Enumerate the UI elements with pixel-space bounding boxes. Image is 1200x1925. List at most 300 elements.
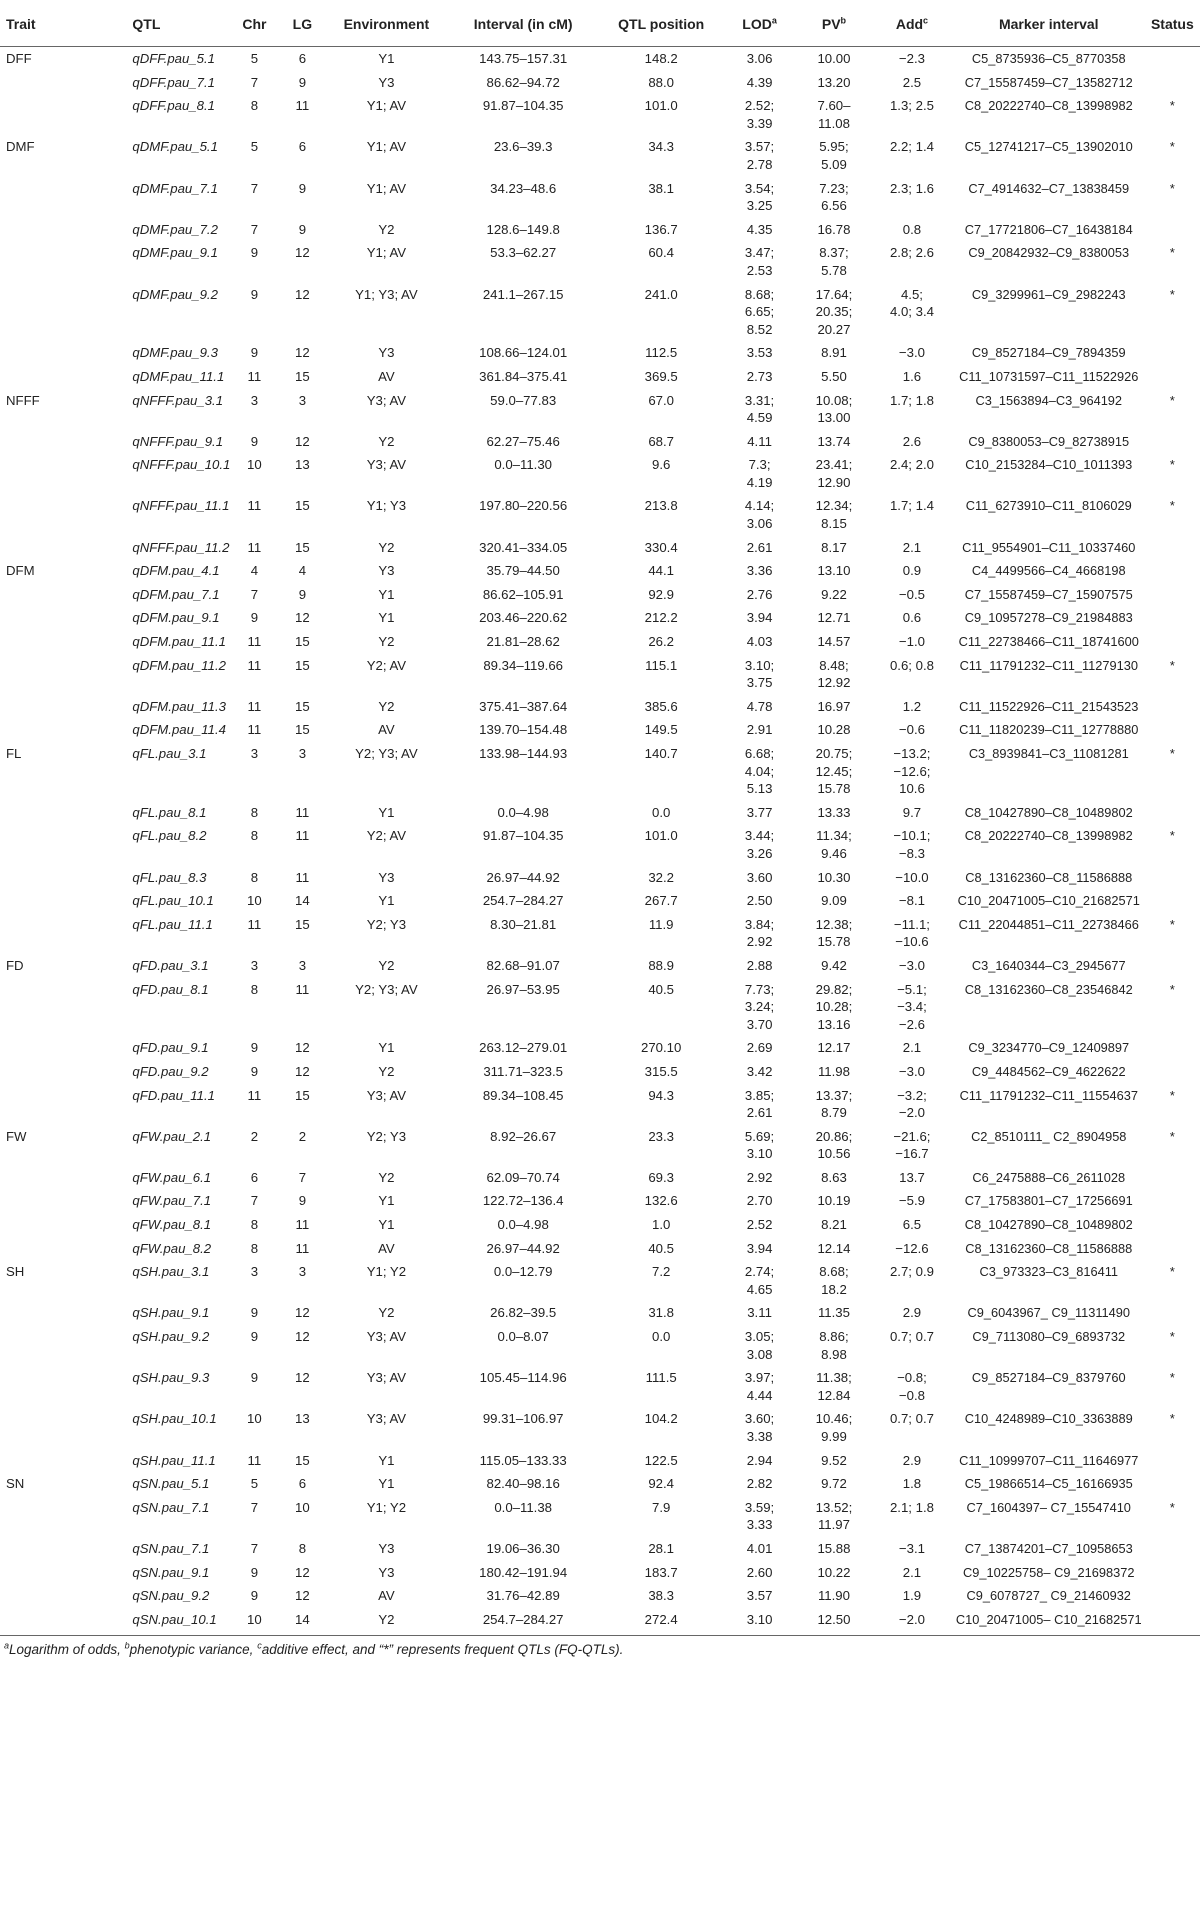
additive-effect-cell [871,1449,953,1473]
linkage-group-cell: 9 [298,180,307,196]
interval-cell: 122.72–136.4 [482,1193,564,1209]
marker-interval-cell: C5_19866514–C5_16166935 [964,1476,1133,1492]
qtl-position-cell: 94.3 [648,1087,675,1103]
lod-cell [722,430,796,454]
status-cell [1145,695,1200,719]
cell-line: −5.9 [898,1193,925,1209]
trait-cell [0,94,62,135]
additive-effect-cell [871,430,953,454]
environment-cell: Y1 [378,1476,395,1492]
chromosome-cell: 7 [250,586,259,602]
cell-line: −3.2; [897,1087,927,1103]
trait-cell [0,1084,62,1125]
footnote-text-b: phenotypic variance, [129,1642,258,1658]
qtl-position-cell: 1.0 [652,1217,671,1233]
pv-cell [797,365,871,389]
qtl-name-cell: qNFFF.pau_9.1 [132,433,224,449]
marker-interval-cell: C11_11791232–C11_11279130 [959,657,1138,673]
chromosome-cell: 9 [250,1040,259,1056]
trait-cell [0,218,62,242]
status-cell [1145,1584,1200,1608]
qtl-name-cell: qSN.pau_10.1 [132,1611,217,1627]
trait-cell [0,494,62,535]
pv-cell [797,1472,871,1496]
interval-cell: 143.75–157.31 [479,51,568,66]
qtl-name-cell: qDFM.pau_4.1 [132,563,220,579]
cell-line: 10.08; [815,392,853,408]
additive-effect-cell [871,801,953,825]
table-row [0,583,1200,607]
marker-interval-cell: C3_973323–C3_816411 [979,1264,1119,1280]
table-row [0,1260,1200,1301]
additive-effect-cell [871,1366,953,1407]
qtl-position-cell: 88.0 [648,74,675,90]
cell-line: 5.13 [746,781,773,797]
linkage-group-cell: 9 [298,586,307,602]
status-cell: * [1169,498,1175,514]
qtl-name-cell: qFL.pau_3.1 [132,746,207,761]
qtl-name-cell: qSH.pau_9.1 [132,1305,210,1321]
interval-cell: 375.41–387.64 [479,698,568,714]
trait-cell [0,583,62,607]
cell-line: 0.7; 0.7 [889,1411,934,1427]
pv-cell [797,47,871,71]
lod-cell [722,978,796,1037]
interval-cell: 311.71–323.5 [483,1063,564,1079]
interval-cell: 0.0–11.38 [494,1499,553,1515]
environment-cell: Y1; Y2 [366,1264,407,1280]
marker-interval-cell: C11_6273910–C11_8106029 [965,498,1132,514]
linkage-group-cell: 4 [298,563,307,579]
interval-cell: 0.0–8.07 [497,1329,549,1345]
table-row [0,47,1200,71]
table-row [0,695,1200,719]
linkage-group-cell: 6 [298,139,307,155]
cell-line: −10.0 [895,869,929,885]
qtl-position-cell: 11.9 [648,916,674,932]
cell-line: 13.33 [817,804,851,820]
marker-interval-cell: C9_6078727_ C9_21460932 [966,1588,1131,1604]
marker-interval-cell: C10_20471005–C10_21682571 [957,893,1140,909]
linkage-group-cell: 11 [295,1217,310,1233]
lod-cell [722,1407,796,1448]
cell-line: 3.60 [746,869,773,885]
qtl-name-cell: qSN.pau_5.1 [132,1476,210,1492]
linkage-group-cell: 11 [295,98,310,114]
cell-line: 8.98 [821,1346,847,1362]
pv-cell [797,1301,871,1325]
trait-cell [0,1537,62,1561]
chromosome-cell: 10 [247,1411,262,1427]
additive-effect-cell [871,1084,953,1125]
marker-interval-cell: C8_10427890–C8_10489802 [964,1217,1133,1233]
environment-cell: Y1 [378,1452,395,1468]
qtl-name-cell: qDMF.pau_9.2 [132,286,218,302]
marker-interval-cell: C11_10731597–C11_11522926 [959,368,1139,384]
additive-effect-cell [871,559,953,583]
chromosome-cell: 9 [250,610,259,626]
cell-line: −0.6 [898,722,925,738]
qtl-name-cell: qSH.pau_9.2 [132,1329,210,1345]
cell-line: 10.00 [817,51,851,66]
environment-cell: Y1 [378,1217,395,1233]
cell-line: 13.74 [817,433,851,449]
qtl-position-cell: 60.4 [648,245,675,261]
interval-cell: 91.87–104.35 [482,98,564,114]
cell-line: 13.7 [899,1169,925,1185]
additive-effect-cell [871,1496,953,1537]
qtl-position-cell: 92.4 [648,1476,675,1492]
status-cell: * [1169,657,1175,673]
marker-interval-cell: C10_20471005– C10_21682571 [955,1611,1142,1627]
interval-cell: 59.0–77.83 [490,392,557,408]
cell-line: 4.78 [746,698,773,714]
environment-cell: AV [378,1240,395,1256]
linkage-group-cell: 15 [295,698,310,714]
marker-interval-cell: C9_7113080–C9_6893732 [972,1329,1126,1345]
table-row [0,889,1200,913]
column-header-label: Status [1150,16,1194,32]
table-row [0,559,1200,583]
cell-line: 12.71 [817,610,851,626]
qtl-position-cell: 213.8 [644,498,678,514]
additive-effect-cell [871,1301,953,1325]
environment-cell: Y3; AV [366,392,407,408]
interval-cell: 62.27–75.46 [486,433,560,449]
interval-cell: 26.82–39.5 [490,1305,557,1321]
chromosome-cell: 9 [250,1329,259,1345]
cell-line: 3.33 [746,1517,773,1533]
cell-line: 12.45; [815,763,853,779]
cell-line: 14.57 [817,634,851,650]
trait-cell [0,801,62,825]
pv-cell [797,1561,871,1585]
marker-interval-cell: C9_10957278–C9_21984883 [964,610,1133,626]
additive-effect-cell [871,71,953,95]
additive-effect-cell [871,1237,953,1261]
environment-cell: Y3 [378,1540,395,1556]
cell-line: 3.59; [744,1499,775,1515]
status-cell [1145,606,1200,630]
environment-cell: AV [378,368,395,384]
cell-line: 3.25 [746,198,773,214]
status-cell [1145,1561,1200,1585]
trait-cell [0,1366,62,1407]
qtl-name-cell: qSN.pau_9.1 [132,1564,210,1580]
interval-cell: 139.70–154.48 [479,722,568,738]
cell-line: 11.97 [817,1517,850,1533]
trait-cell [0,695,62,719]
status-cell [1145,1537,1200,1561]
cell-line: 6.56 [821,198,847,214]
qtl-position-cell: 267.7 [644,893,678,909]
status-cell [1145,866,1200,890]
cell-line: 2.9 [902,1452,922,1468]
cell-line: 6.5 [902,1217,922,1233]
status-cell [1145,1189,1200,1213]
chromosome-cell: 9 [250,1370,259,1386]
cell-line: 2.53 [746,262,773,278]
cell-line: −12.6; [893,763,931,779]
additive-effect-cell [871,630,953,654]
cell-line: 9.46 [821,845,847,861]
table-row [0,283,1200,342]
cell-line: 3.47; [744,245,775,261]
chromosome-cell: 7 [250,180,259,196]
lod-cell [722,389,796,430]
cell-line: −5.1; [897,981,927,997]
cell-line: 10.46; [815,1411,853,1427]
linkage-group-cell: 15 [295,722,310,738]
marker-interval-cell: C7_15587459–C7_13582712 [964,74,1133,90]
cell-line: 9.22 [821,586,847,602]
cell-line: 2.50 [746,893,773,909]
chromosome-cell: 5 [250,51,259,66]
qtl-name-cell: qFD.pau_3.1 [132,957,209,973]
table-row [0,1584,1200,1608]
pv-cell [797,1366,871,1407]
cell-line: 3.97; [744,1370,775,1386]
pv-cell [797,389,871,430]
pv-cell [797,978,871,1037]
table-footnote [0,1635,1200,1657]
pv-cell [797,1084,871,1125]
status-cell: * [1169,392,1175,408]
lod-cell [722,1060,796,1084]
trait-cell [0,177,62,218]
lod-cell [722,1166,796,1190]
column-header [600,2,722,47]
marker-interval-cell: C7_17721806–C7_16438184 [964,221,1133,237]
interval-cell: 23.6–39.3 [493,139,553,155]
interval-cell: 0.0–4.98 [497,1217,549,1233]
lod-cell [722,583,796,607]
qtl-position-cell: 183.7 [644,1564,678,1580]
qtl-name-cell: qDFM.pau_11.3 [132,698,226,714]
cell-line: 3.36 [746,563,773,579]
cell-line: −3.0 [898,957,925,973]
additive-effect-cell [871,135,953,176]
cell-line: 2.78 [746,156,773,172]
cell-line: 11.90 [817,1588,850,1604]
column-header-label: QTL [132,16,161,32]
lod-cell [722,1537,796,1561]
cell-line: 3.38 [746,1429,773,1444]
cell-line: 1.8 [902,1476,922,1492]
table-row [0,630,1200,654]
trait-cell [0,1301,62,1325]
cell-line: 2.92 [746,1169,773,1185]
additive-effect-cell [871,978,953,1037]
lod-cell [722,365,796,389]
marker-interval-cell: C11_11791232–C11_11554637 [959,1087,1138,1103]
chromosome-cell: 11 [247,634,262,650]
pv-cell [797,71,871,95]
environment-cell: Y2; Y3 [366,916,407,932]
status-cell [1145,630,1200,654]
environment-cell: Y1; AV [366,139,407,155]
additive-effect-cell [871,94,953,135]
qtl-name-cell: qFL.pau_11.1 [132,916,213,932]
table-row [0,824,1200,865]
cell-line: 6.68; [744,746,775,761]
cell-line: 10.56 [817,1146,851,1162]
cell-line: 3.26 [746,845,773,861]
column-header-label: Environment [343,16,430,32]
environment-cell: Y1 [378,610,395,626]
cell-line: 3.77 [746,804,773,820]
cell-line: 2.1 [902,1040,922,1056]
trait-cell [0,1584,62,1608]
qtl-name-cell: qDMF.pau_9.1 [132,245,218,261]
table-row [0,866,1200,890]
pv-cell [797,1125,871,1166]
lod-cell [722,718,796,742]
cell-line: 11.35 [817,1305,850,1321]
cell-line: 1.9 [902,1588,922,1604]
cell-line: −2.6 [898,1016,925,1032]
cell-line: 20.86; [815,1128,853,1144]
linkage-group-cell: 15 [295,1452,310,1468]
chromosome-cell: 9 [250,345,259,361]
interval-cell: 26.97–44.92 [486,869,560,885]
cell-line: 3.75 [746,675,773,691]
lod-cell [722,536,796,560]
table-row [0,1496,1200,1537]
lod-cell [722,1084,796,1125]
column-header [230,2,278,47]
interval-cell: 263.12–279.01 [479,1040,568,1056]
environment-cell: Y1 [378,1040,395,1056]
cell-line: 3.10; [744,657,775,673]
table-row [0,389,1200,430]
marker-interval-cell: C4_4499566–C4_4668198 [971,563,1126,579]
linkage-group-cell: 12 [295,1040,310,1056]
status-cell: * [1169,98,1175,114]
interval-cell: 86.62–94.72 [486,74,560,90]
lod-cell [722,954,796,978]
trait-cell [0,1325,62,1366]
qtl-position-cell: 136.7 [644,221,678,237]
column-header [953,2,1145,47]
cell-line: 23.41; [815,457,853,473]
additive-effect-cell [871,913,953,954]
table-row [0,654,1200,695]
cell-line: 13.52; [815,1499,853,1515]
pv-cell [797,177,871,218]
environment-cell: Y1; Y3 [366,498,407,514]
qtl-name-cell: qNFFF.pau_11.2 [132,539,230,555]
interval-cell: 115.05–133.33 [479,1452,567,1468]
qtl-position-cell: 241.0 [644,286,678,302]
status-cell: * [1169,916,1175,932]
cell-line: 5.78 [821,262,847,278]
interval-cell: 133.98–144.93 [479,746,568,761]
qtl-name-cell: qDMF.pau_7.2 [132,221,218,237]
interval-cell: 34.23–48.6 [490,180,557,196]
trait-cell [0,913,62,954]
column-header-label: Trait [6,16,36,32]
lod-cell [722,801,796,825]
trait-cell [0,978,62,1037]
cell-line: 2.2; 1.4 [889,139,934,155]
lod-cell [722,241,796,282]
cell-line: 12.38; [815,916,853,932]
additive-effect-cell [871,1060,953,1084]
marker-interval-cell: C11_11820239–C11_12778880 [959,722,1139,738]
qtl-name-cell: qNFFF.pau_11.1 [132,498,230,514]
chromosome-cell: 8 [250,981,259,997]
column-header-label: PV [821,16,841,32]
qtl-position-cell: 67.0 [648,392,675,408]
linkage-group-cell: 11 [295,869,310,885]
cell-line: 2.70 [746,1193,773,1209]
chromosome-cell: 11 [247,498,262,514]
marker-interval-cell: C5_12741217–C5_13902010 [964,139,1133,155]
linkage-group-cell: 12 [295,1370,310,1386]
table-body [0,47,1200,1632]
cell-line: 8.68; [819,1264,849,1280]
interval-cell: 254.7–284.27 [482,893,564,909]
pv-cell [797,695,871,719]
pv-cell [797,742,871,801]
status-cell [1145,47,1200,71]
environment-cell: Y3; AV [366,457,407,473]
additive-effect-cell [871,1189,953,1213]
pv-cell [797,94,871,135]
environment-cell: Y1; AV [366,98,407,114]
lod-cell [722,453,796,494]
qtl-name-cell: qDFM.pau_9.1 [132,610,220,626]
pv-cell [797,866,871,890]
table-row [0,1366,1200,1407]
cell-line: 10.28 [817,722,851,738]
column-header [871,2,953,47]
qtl-position-cell: 9.6 [652,457,671,473]
trait-cell [0,241,62,282]
pv-cell [797,536,871,560]
table-row [0,954,1200,978]
trait-cell [0,654,62,695]
interval-cell: 254.7–284.27 [482,1611,564,1627]
marker-interval-cell: C3_8939841–C3_11081281 [968,746,1129,761]
qtl-name-cell: qSN.pau_7.1 [132,1540,210,1556]
cell-line: 3.42 [746,1063,773,1079]
qtl-position-cell: 7.9 [652,1499,671,1515]
cell-line: 8.48; [819,657,849,673]
qtl-position-cell: 111.5 [645,1370,677,1386]
additive-effect-cell [871,1584,953,1608]
pv-cell [797,1237,871,1261]
cell-line: 2.5 [902,74,922,90]
qtl-name-cell: qSH.pau_10.1 [132,1411,217,1427]
qtl-position-cell: 23.3 [648,1128,675,1144]
interval-cell: 105.45–114.96 [479,1370,567,1386]
chromosome-cell: 5 [250,1476,259,1492]
lod-cell [722,1189,796,1213]
marker-interval-cell: C11_9554901–C11_10337460 [962,539,1136,555]
cell-line: 8.15 [821,516,847,532]
environment-cell: Y1 [378,893,395,909]
lod-cell [722,695,796,719]
column-header-label: QTL position [618,16,705,32]
cell-line: 13.37; [815,1087,853,1103]
qtl-position-cell: 369.5 [644,368,678,384]
chromosome-cell: 8 [250,1240,259,1256]
additive-effect-cell [871,654,953,695]
environment-cell: Y3; AV [366,1329,407,1345]
environment-cell: Y2 [378,221,395,237]
